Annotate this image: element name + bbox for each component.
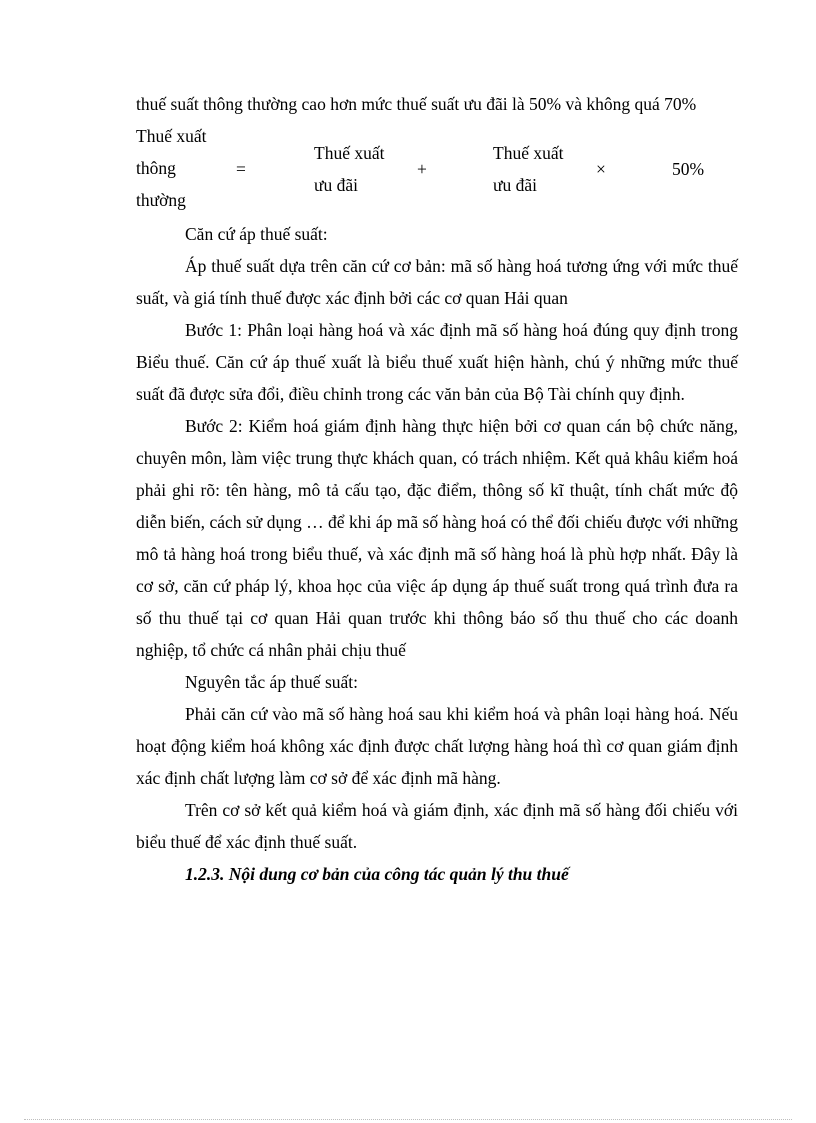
section-heading: 1.2.3. Nội dung cơ bản của công tác quản lý thu thuế bbox=[185, 864, 569, 884]
formula-plus-sign: + bbox=[417, 159, 427, 179]
formula-term-preferential-2: Thuế xuất ưu đãi bbox=[493, 143, 564, 195]
formula-equals-sign: = bbox=[236, 159, 246, 179]
tax-rate-formula bbox=[136, 120, 738, 218]
paragraph-principle-heading: Nguyên tắc áp thuế suất: bbox=[185, 672, 359, 692]
paragraph-step-1: Bước 1: Phân loại hàng hoá và xác định mã số hàng hoá đúng quy định trong Biểu thuế. Căn cứ áp thuế xuất là biểu thuế xuất hiện hành, chú ý những mức thuế suất đã được sửa đổi, điều chỉnh trong các văn bản của Bộ Tài chính quy định. bbox=[136, 320, 738, 404]
page-bottom-divider bbox=[24, 1119, 792, 1120]
document-page bbox=[136, 88, 738, 890]
formula-times-sign: × bbox=[596, 159, 606, 179]
formula-term-preferential-1: Thuế xuất ưu đãi bbox=[314, 143, 385, 195]
formula-rate: 50% bbox=[672, 159, 705, 179]
paragraph-basis-heading: Căn cứ áp thuế suất: bbox=[185, 224, 328, 244]
paragraph-step-2: Bước 2: Kiểm hoá giám định hàng thực hiện bởi cơ quan cán bộ chức năng, chuyên môn, làm việc trung thực khách quan, có trách nhiệm. Kết quả khâu kiểm hoá phải ghi rõ: tên hàng, mô tả cấu tạo, đặc điểm, thông số kĩ thuật, tính chất mức độ diễn biến, cách sử dụng … để khi áp mã số hàng hoá có thể đối chiếu được với những mô tả hàng hoá trong biểu thuế, và xác định mã số hàng hoá là phù hợp nhất. Đây là cơ sở, căn cứ pháp lý, khoa học của việc áp dụng áp thuế suất trong quá trình đưa ra số thu thuế tại cơ quan Hải quan trước khi thông báo số thu thuế cho các doanh nghiệp, tổ chức cá nhân phải chịu thuế bbox=[136, 416, 738, 660]
paragraph-tax-rate-limit: thuế suất thông thường cao hơn mức thuế suất ưu đãi là 50% và không quá 70% bbox=[136, 94, 697, 114]
paragraph-basis-description: Áp thuế suất dựa trên căn cứ cơ bản: mã số hàng hoá tương ứng với mức thuế suất, và giá tính thuế được xác định bởi các cơ quan Hải quan bbox=[136, 256, 738, 308]
paragraph-inspection-result: Trên cơ sở kết quả kiểm hoá và giám định, xác định mã số hàng đối chiếu với biểu thuế để xác định thuế suất. bbox=[136, 800, 738, 852]
formula-lhs: Thuế xuất thông thường bbox=[136, 126, 207, 210]
paragraph-principle-description: Phải căn cứ vào mã số hàng hoá sau khi kiểm hoá và phân loại hàng hoá. Nếu hoạt động kiểm hoá không xác định được chất lượng hàng hoá thì cơ quan giám định xác định chất lượng làm cơ sở để xác định mã hàng. bbox=[136, 704, 738, 788]
